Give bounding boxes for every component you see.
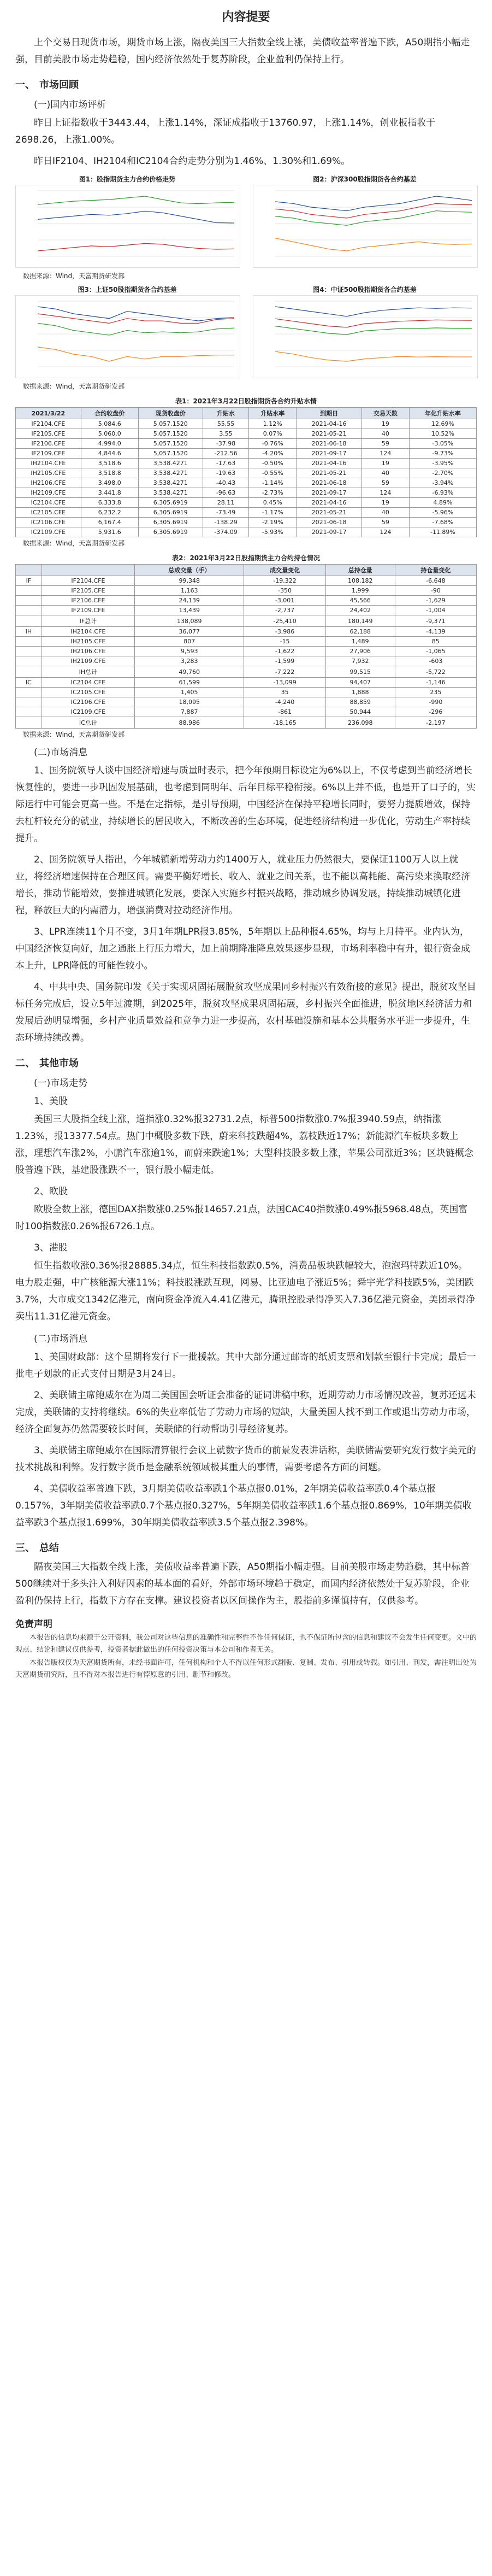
basis-table-cell: IF2104.CFE (16, 419, 81, 429)
table-row (16, 576, 477, 586)
basis-table-cell: 2021-09-17 (297, 488, 362, 498)
basis-table-cell: 4.89% (409, 498, 476, 508)
basis-table-cell: 19 (361, 459, 409, 468)
basis-table-cell: 12.69% (409, 419, 476, 429)
basis-table-header-cell: 2021/3/22 (16, 408, 81, 419)
position-table-header (16, 565, 477, 576)
basis-table-cell: 3,498.0 (81, 478, 138, 488)
basis-table-cell: 19 (361, 419, 409, 429)
position-table-cell: -6,648 (395, 576, 476, 586)
figure-3 (15, 285, 239, 378)
position-table-cell: 24,402 (325, 606, 395, 615)
basis-table-header-cell: 交易天数 (361, 408, 409, 419)
futures-move-paragraph: 昨日IF2104、IH2104和IC2104合约走势分别为1.46%、1.30%和1.69%。 (34, 156, 351, 167)
position-table-cell: IH2105.CFE (42, 637, 134, 647)
basis-table-cell: -9.73% (409, 449, 476, 459)
chart-1-plot (15, 185, 240, 268)
basis-table-cell: -5.96% (409, 508, 476, 518)
news-paragraph-1: 1、国务院领导人谈中国经济增速与质量时表示，把今年预期目标设定为6%以上，不仅考虑到当前经济增长恢复性的，要进一步巩固发展基础，也考虑到同明年、后年目标平稳衔接。6%以上并不低，也是开了口子的，实际运行中可能会更高一些。不是在定指标，是引导预期，中国经济在保持平稳增长同时，要努力提质增效，保持去杠杆较充分的就业，持续增长的居民收入，不断改善的生态环境，促进经济结构进一步优化，劳动生产率持续提升。 (15, 765, 476, 844)
position-table-cell: 18,095 (134, 697, 244, 707)
basis-table-header-cell: 升贴水率 (249, 408, 297, 419)
position-table-cell: -296 (395, 707, 476, 717)
basis-table-cell: 3,518.8 (81, 468, 138, 478)
us-stock-heading: 1、美股 (34, 1096, 68, 1107)
table-2-title: 表2：2021年3月22日股指期货主力合约持仓情况 (172, 554, 320, 562)
position-table-cell: IC总计 (42, 717, 134, 729)
chart-series-line (38, 243, 234, 251)
basis-table-cell: 2021-05-21 (297, 468, 362, 478)
basis-table-cell: -374.09 (203, 527, 248, 537)
summary-conclusion-paragraph: 隔夜美国三大指数全线上涨，美债收益率普遍下跌，A50期指小幅走强。目前美股市场走势趋稳，其中标普500继续对于多头注入利好因素的基本面的看好，外部市场环境趋于稳定，而国内经济依然处于复苏阶段，企业盈利仍保持上行，指数下方存在支撑。建议投资者以区间操作为主，股指前多谨慎持有，仅供参考。 (15, 1562, 470, 1606)
basis-table-header-cell: 合约收盘价 (81, 408, 138, 419)
position-table-cell (16, 697, 42, 707)
figure-1 (15, 174, 239, 268)
disclaimer-paragraph-2: 本报告版权仅为天富期货所有，未经书面许可，任何机构和个人不得以任何形式翻版、复制、发布、引用或转载。如引用、刊发，需注明出处为天富期货研究所，且不得对本报告进行有悖原意的引用、删节和修改。 (15, 1659, 477, 1679)
chart-series-line (38, 323, 234, 335)
basis-table-cell: 6,305.6919 (138, 498, 203, 508)
position-table-cell: -350 (244, 586, 325, 596)
basis-table-cell: -2.19% (249, 518, 297, 527)
figure-source-2: 数据来源：Wind，天富期货研发部 (23, 383, 125, 390)
basis-table-cell: 6,232.2 (81, 508, 138, 518)
basis-table-cell: 5,057.1520 (138, 429, 203, 439)
position-table-cell: -3,986 (244, 627, 325, 637)
position-table-cell: IC2104.CFE (42, 678, 134, 688)
subsection-heading-other-news: (二)市场消息 (34, 1334, 88, 1345)
basis-table-cell: 2021-06-18 (297, 478, 362, 488)
position-table-cell (16, 637, 42, 647)
basis-table-cell: -0.55% (249, 468, 297, 478)
basis-table-cell: -0.76% (249, 439, 297, 449)
basis-table-cell: -73.49 (203, 508, 248, 518)
basis-table-cell: IH2104.CFE (16, 459, 81, 468)
subsection-heading-domestic: (一)国内市场评析 (34, 99, 106, 110)
figure-row-2 (15, 285, 477, 378)
table-row (16, 615, 477, 627)
hk-stock-paragraph: 恒生指数收涨0.36%报28885.34点，恒生科技指数跌0.5%，消费品板块跌幅较大，泡泡玛特跌近10%。电力股走强，中广核能源大涨11%；科技股涨跌互现，网易、比亚迪电子涨近5%；舜宇光学科技跌5%，美团跌3.7%，大市成交1342亿港元，南向资金净流入4.41亿港元，腾讯控股录得净买入7.36亿港元资金，美团录得净卖出11.31亿港元资金。 (15, 1260, 476, 1322)
basis-table-cell: 5,057.1520 (138, 449, 203, 459)
position-table-cell: 1,999 (325, 586, 395, 596)
chart-series-line (275, 351, 472, 361)
basis-table-cell: 3,538.4271 (138, 478, 203, 488)
position-table-cell: 49,760 (134, 666, 244, 678)
basis-table-cell: -6.93% (409, 488, 476, 498)
position-table-cell: 1,163 (134, 586, 244, 596)
position-table-cell: -15 (244, 637, 325, 647)
table-row (16, 678, 477, 688)
table-row (16, 508, 477, 518)
basis-table-cell: 2021-04-16 (297, 459, 362, 468)
basis-table-cell: 0.07% (249, 429, 297, 439)
index-close-paragraph: 昨日上证指数收于3443.44，上涨1.14%，深证成指收于13760.97，上涨1.14%，创业板指收于2698.26，上涨1.00%。 (15, 118, 436, 145)
position-table-cell: IF (16, 576, 42, 586)
basis-table-cell: 3.55 (203, 429, 248, 439)
news-paragraph-2: 2、国务院领导人指出，今年城镇新增劳动力约1400万人，就业压力仍然很大，要保证1100万人以上就业，将经济增速保持在合理区间。需要平衡好增长、收入、就业之间关系，也不能以高耗能、高污染来换取经济增长，推动节能增效，要推进城镇化发展，要深入实施乡村振兴战略，推动城乡协调发展，持续推动城镇化进程，释放巨大的内需潜力，增强消费对拉动经济作用。 (15, 854, 470, 916)
position-table-cell: 236,098 (325, 717, 395, 729)
basis-table-cell: -5.93% (249, 527, 297, 537)
basis-table-cell: -212.56 (203, 449, 248, 459)
position-table (15, 564, 477, 729)
basis-table-header-cell: 年化升贴水率 (409, 408, 476, 419)
position-table-cell: 7,887 (134, 707, 244, 717)
basis-table-cell: 3,441.8 (81, 488, 138, 498)
position-table-cell: IH总计 (42, 666, 134, 678)
other-news-paragraph-1: 1、美国财政部：这个星期将发行下一批援款。其中大部分通过邮寄的纸质支票和划款至银行卡完成；最后一批电子划款的正式支付日期是3月24日。 (15, 1352, 476, 1380)
position-table-cell: 88,859 (325, 697, 395, 707)
position-table-cell: 99,515 (325, 666, 395, 678)
news-paragraph-3: 3、LPR连续11个月不变，3月1年期LPR报3.85%，5年期以上品种报4.65%，均与上月持平。业内认为，中国经济恢复向好，加之通胀上行压力增大，加上前期降准降息效果逐步显现，市场利率稳中有升，银行资金成本上升，LPR降低的可能性较小。 (15, 926, 470, 971)
position-table-cell: 807 (134, 637, 244, 647)
basis-table-cell: 124 (361, 488, 409, 498)
position-table-header-cell: 持仓量变化 (395, 565, 476, 576)
position-table-cell: IH2106.CFE (42, 647, 134, 656)
position-table-cell: -4,139 (395, 627, 476, 637)
basis-table-cell: -2.70% (409, 468, 476, 478)
section-heading-summary: 三、 总结 (15, 1542, 59, 1554)
chart-series-line (38, 314, 234, 323)
figure-3-title: 图3：上证50股指期货各合约基差 (78, 286, 177, 294)
section-heading-other-markets: 二、 其他市场 (15, 1058, 79, 1069)
basis-table-cell: 2021-06-18 (297, 439, 362, 449)
page-title: 内容提要 (222, 10, 270, 24)
table-row (16, 459, 477, 468)
basis-table-cell: 3,538.4271 (138, 468, 203, 478)
basis-table-cell: -17.63 (203, 459, 248, 468)
table-row (16, 419, 477, 429)
basis-table-cell: 4,994.0 (81, 439, 138, 449)
basis-table-cell: 124 (361, 449, 409, 459)
position-table-cell: -1,599 (244, 656, 325, 666)
position-table-cell: 99,348 (134, 576, 244, 586)
table-row (16, 586, 477, 596)
subsection-heading-news: (二)市场消息 (34, 747, 88, 758)
position-table-cell: IF2104.CFE (42, 576, 134, 586)
basis-table-cell: 19 (361, 498, 409, 508)
position-table-cell: -990 (395, 697, 476, 707)
position-table-cell (16, 596, 42, 606)
basis-table-cell: 40 (361, 468, 409, 478)
table-row (16, 688, 477, 697)
position-table-cell: 27,906 (325, 647, 395, 656)
basis-table-cell: IH2106.CFE (16, 478, 81, 488)
position-table-cell: -1,065 (395, 647, 476, 656)
chart-2-plot (253, 185, 478, 268)
section-heading-market-review: 一、 市场回顾 (15, 79, 79, 91)
position-table-cell: 3,283 (134, 656, 244, 666)
basis-table-cell: -19.63 (203, 468, 248, 478)
figure-row-1 (15, 174, 477, 268)
table-row (16, 717, 477, 729)
position-table-cell (16, 606, 42, 615)
position-table-cell: IC (16, 678, 42, 688)
basis-table-cell: 2021-04-16 (297, 419, 362, 429)
position-table-cell: 1,489 (325, 637, 395, 647)
table-row (16, 478, 477, 488)
basis-table-cell: IF2109.CFE (16, 449, 81, 459)
chart-series-line (38, 307, 234, 321)
position-table-cell: IC2109.CFE (42, 707, 134, 717)
figure-2 (253, 174, 477, 268)
basis-table-cell: 4,844.6 (81, 449, 138, 459)
position-table-cell: -2,197 (395, 717, 476, 729)
basis-table-cell: 3,538.4271 (138, 459, 203, 468)
basis-table-cell: 2021-05-21 (297, 508, 362, 518)
table-row (16, 596, 477, 606)
basis-table (15, 407, 477, 537)
table-row (16, 449, 477, 459)
basis-table-cell: -11.89% (409, 527, 476, 537)
eu-stock-heading: 2、欧股 (34, 1186, 68, 1197)
chart-series-line (38, 347, 234, 361)
figure-1-title: 图1：股指期货主力合约价格走势 (79, 175, 176, 183)
position-table-cell: 138,089 (134, 615, 244, 627)
table-1-title: 表1：2021年3月22日股指期货各合约升贴水情 (175, 397, 317, 405)
basis-table-cell: -7.68% (409, 518, 476, 527)
position-table-cell: 24,139 (134, 596, 244, 606)
basis-table-cell: 5,931.6 (81, 527, 138, 537)
position-table-cell: 88,986 (134, 717, 244, 729)
position-table-cell: IC2105.CFE (42, 688, 134, 697)
position-table-cell (16, 656, 42, 666)
basis-table-cell: -138.29 (203, 518, 248, 527)
table-row (16, 647, 477, 656)
basis-table-header-cell: 现货收盘价 (138, 408, 203, 419)
position-table-cell: -603 (395, 656, 476, 666)
figure-4 (253, 285, 477, 378)
position-table-header-cell: 成交量变化 (244, 565, 325, 576)
basis-table-cell: 28.11 (203, 498, 248, 508)
chart-series-line (275, 326, 472, 335)
position-table-cell (16, 615, 42, 627)
position-table-cell: -19,322 (244, 576, 325, 586)
chart-4-plot (253, 295, 478, 378)
position-table-body (16, 576, 477, 729)
basis-table-cell: -40.43 (203, 478, 248, 488)
chart-series-line (275, 307, 472, 316)
table-row (16, 527, 477, 537)
basis-table-cell: 59 (361, 478, 409, 488)
position-table-cell: IC2106.CFE (42, 697, 134, 707)
position-table-cell: -3,001 (244, 596, 325, 606)
eu-stock-paragraph: 欧股全数上涨，德国DAX指数涨0.25%报14657.21点，法国CAC40指数涨0.49%报5968.48点，英国富时100指数涨0.26%报6726.1点。 (15, 1204, 468, 1232)
basis-table-cell: 124 (361, 527, 409, 537)
position-table-cell: -1,146 (395, 678, 476, 688)
figure-2-title: 图2：沪深300股指期货各合约基差 (313, 175, 417, 183)
table-row (16, 439, 477, 449)
position-table-cell: 50,944 (325, 707, 395, 717)
table-row (16, 656, 477, 666)
position-table-cell: -9,371 (395, 615, 476, 627)
position-table-cell: -25,410 (244, 615, 325, 627)
basis-table-cell: -3.05% (409, 439, 476, 449)
basis-table-cell: -37.98 (203, 439, 248, 449)
basis-table-cell: IH2105.CFE (16, 468, 81, 478)
position-table-cell: -1,629 (395, 596, 476, 606)
position-table-cell: 94,407 (325, 678, 395, 688)
table-row (16, 697, 477, 707)
basis-table-cell: 55.55 (203, 419, 248, 429)
basis-table-cell: IC2106.CFE (16, 518, 81, 527)
basis-table-cell: 2021-06-18 (297, 518, 362, 527)
position-table-cell: IF2109.CFE (42, 606, 134, 615)
position-table-cell: 85 (395, 637, 476, 647)
chart-series-line (275, 319, 472, 327)
basis-table-cell: IH2109.CFE (16, 488, 81, 498)
basis-table-cell: 6,305.6919 (138, 527, 203, 537)
basis-table-cell: 5,060.0 (81, 429, 138, 439)
basis-table-cell: 59 (361, 439, 409, 449)
position-table-cell: 13,439 (134, 606, 244, 615)
subsection-heading-trend: (一)市场走势 (34, 1078, 88, 1089)
us-stock-paragraph: 美国三大股指全线上涨，道指涨0.32%报32731.2点，标普500指数涨0.7%报3940.59点，纳指涨1.23%，报13377.54点。热门中概股多数下跌，蔚来科技跌超4%，荔枝跌近17%；新能源汽车板块多数上涨，理想汽车涨2%，小鹏汽车涨逾1%，而蔚来跌逾1%；大型科技股多数上涨，苹果公司涨近3%；区块链概念股普遍下跌，基建股涨跌不一，银行股小幅走低。 (15, 1114, 473, 1176)
basis-table-cell: 3,538.4271 (138, 488, 203, 498)
other-news-paragraph-2: 2、美联储主席鲍威尔在为周二美国国会听证会准备的证词讲稿中称，近期劳动力市场情况改善，复苏还远未完成，美联储的支持将继续。6%的失业率低估了劳动力市场的短缺，大量美国人找不到工作或退出劳动力市场，经济全面复苏仍然需要较长时间，美联储的行动帮助引导经济复苏。 (15, 1390, 476, 1435)
position-table-cell (16, 707, 42, 717)
table-row (16, 637, 477, 647)
basis-table-body (16, 419, 477, 537)
basis-table-cell: 5,084.6 (81, 419, 138, 429)
table-row (16, 606, 477, 615)
position-table-cell: -1,622 (244, 647, 325, 656)
hk-stock-heading: 3、港股 (34, 1242, 68, 1253)
basis-table-cell: 5,057.1520 (138, 439, 203, 449)
position-table-cell (16, 717, 42, 729)
table-row (16, 498, 477, 508)
position-table-header-cell (42, 565, 134, 576)
table-row (16, 707, 477, 717)
position-table-header-cell: 总持仓量 (325, 565, 395, 576)
basis-table-cell: 1.12% (249, 419, 297, 429)
chart-series-line (38, 211, 234, 223)
basis-table-cell: 6,333.8 (81, 498, 138, 508)
position-table-cell: 1,888 (325, 688, 395, 697)
position-table-cell: -7,222 (244, 666, 325, 678)
other-news-paragraph-4: 4、美债收益率普遍下跌，3月期美债收益率跌1个基点报0.01%，2年期美债收益率跌0.4个基点报0.157%，3年期美债收益率跌0.7个基点报0.327%，5年期美债收益率跌1.6个基点报0.869%，10年期美债收益率跌3个基点报1.699%，30年期美债收益率跌3.5个基点报2.398%。 (15, 1483, 472, 1528)
position-table-header-cell: 总成交量（手） (134, 565, 244, 576)
disclaimer-title: 免责声明 (15, 1619, 52, 1630)
position-table-cell: IF2106.CFE (42, 596, 134, 606)
position-table-cell: -90 (395, 586, 476, 596)
position-table-cell: -1,004 (395, 606, 476, 615)
basis-table-cell: 5,057.1520 (138, 419, 203, 429)
position-table-cell (16, 586, 42, 596)
basis-table-cell: 2021-05-21 (297, 429, 362, 439)
table-2-source: 数据来源：Wind，天富期货研发部 (23, 731, 125, 738)
basis-table-cell: 3,518.6 (81, 459, 138, 468)
basis-table-header (16, 408, 477, 419)
table-row (16, 518, 477, 527)
basis-table-cell: -0.50% (249, 459, 297, 468)
table-row (16, 627, 477, 637)
position-table-cell: IH2104.CFE (42, 627, 134, 637)
position-table-header-cell (16, 565, 42, 576)
basis-table-cell: IC2105.CFE (16, 508, 81, 518)
basis-table-cell: 40 (361, 508, 409, 518)
basis-table-cell: 6,305.6919 (138, 518, 203, 527)
basis-table-cell: 10.52% (409, 429, 476, 439)
basis-table-cell: IC2109.CFE (16, 527, 81, 537)
position-table-cell: -2,737 (244, 606, 325, 615)
basis-table-cell: -1.17% (249, 508, 297, 518)
position-table-cell: 7,932 (325, 656, 395, 666)
basis-table-cell: 2021-09-17 (297, 527, 362, 537)
position-table-cell: IH2109.CFE (42, 656, 134, 666)
basis-table-cell: -2.73% (249, 488, 297, 498)
position-table-cell: 108,182 (325, 576, 395, 586)
position-table-cell (16, 688, 42, 697)
position-table-cell: 62,188 (325, 627, 395, 637)
position-table-cell: 35 (244, 688, 325, 697)
basis-table-cell: 0.45% (249, 498, 297, 508)
figure-source-1: 数据来源：Wind，天富期货研发部 (23, 272, 125, 280)
basis-table-cell: IF2105.CFE (16, 429, 81, 439)
position-table-cell: IF2105.CFE (42, 586, 134, 596)
basis-table-cell: 2021-09-17 (297, 449, 362, 459)
basis-table-cell: 6,305.6919 (138, 508, 203, 518)
other-news-paragraph-3: 3、美联储主席鲍威尔在国际清算银行会议上就数字货币的前景发表讲话称，美联储需要研究发行数字美元的技术挑战和利弊。发行数字货币是金融系统领域极其重大的事情，需要考虑各方面的问题。 (15, 1445, 476, 1473)
position-table-cell: 9,593 (134, 647, 244, 656)
basis-table-cell: -3.95% (409, 459, 476, 468)
chart-series-line (38, 196, 234, 204)
position-table-cell: IF总计 (42, 615, 134, 627)
position-table-cell: -861 (244, 707, 325, 717)
table-1-source: 数据来源：Wind，天富期货研发部 (23, 539, 125, 547)
summary-paragraph: 上个交易日现货市场，期货市场上涨，隔夜美国三大指数全线上涨，美债收益率普遍下跌，A50期指小幅走强，目前美股市场走势趋稳，国内经济依然处于复苏阶段，企业盈利仍保持上行。 (15, 37, 470, 65)
basis-table-cell: -96.63 (203, 488, 248, 498)
table-row (16, 468, 477, 478)
basis-table-cell: -1.14% (249, 478, 297, 488)
position-table-cell: -5,722 (395, 666, 476, 678)
basis-table-cell: IF2106.CFE (16, 439, 81, 449)
chart-3-plot (15, 295, 240, 378)
position-table-cell: 45,566 (325, 596, 395, 606)
position-table-cell: 180,149 (325, 615, 395, 627)
table-row (16, 429, 477, 439)
basis-table-cell: -4.20% (249, 449, 297, 459)
position-table-cell: -13,099 (244, 678, 325, 688)
table-row (16, 488, 477, 498)
basis-table-cell: 2021-04-16 (297, 498, 362, 508)
position-table-cell (16, 666, 42, 678)
basis-table-cell: 6,167.4 (81, 518, 138, 527)
basis-table-cell: IC2104.CFE (16, 498, 81, 508)
news-paragraph-4: 4、中共中央、国务院印发《关于实现巩固拓展脱贫攻坚成果同乡村振兴有效衔接的意见》提出，脱贫攻坚目标任务完成后，设立5年过渡期，到2025年，脱贫攻坚成果巩固拓展，乡村振兴全面推进，脱贫地区经济活力和发展后劲明显增强，乡村产业质量效益和竞争力进一步提高，农村基础设施和基本公共服务水平进一步提升，生态环境持续改善。 (15, 982, 476, 1043)
basis-table-header-cell: 到期日 (297, 408, 362, 419)
position-table-cell: -18,165 (244, 717, 325, 729)
position-table-cell: 36,077 (134, 627, 244, 637)
table-row (16, 666, 477, 678)
position-table-cell: 235 (395, 688, 476, 697)
basis-table-header-cell: 升贴水 (203, 408, 248, 419)
basis-table-cell: -3.94% (409, 478, 476, 488)
position-table-cell: -4,240 (244, 697, 325, 707)
position-table-cell: IH (16, 627, 42, 637)
basis-table-cell: 59 (361, 518, 409, 527)
figure-4-title: 图4：中证500股指期货各合约基差 (313, 286, 417, 294)
position-table-cell: 61,599 (134, 678, 244, 688)
disclaimer-paragraph-1: 本报告的信息均来源于公开资料，我公司对这些信息的准确性和完整性不作任何保证，也不保证所包含的信息和建议不会发生任何变更。文中的观点、结论和建议仅供参考，投资者据此做出的任何投资决策与本公司和作者无关。 (15, 1634, 477, 1654)
position-table-cell: 1,405 (134, 688, 244, 697)
position-table-cell (16, 647, 42, 656)
basis-table-cell: 40 (361, 429, 409, 439)
